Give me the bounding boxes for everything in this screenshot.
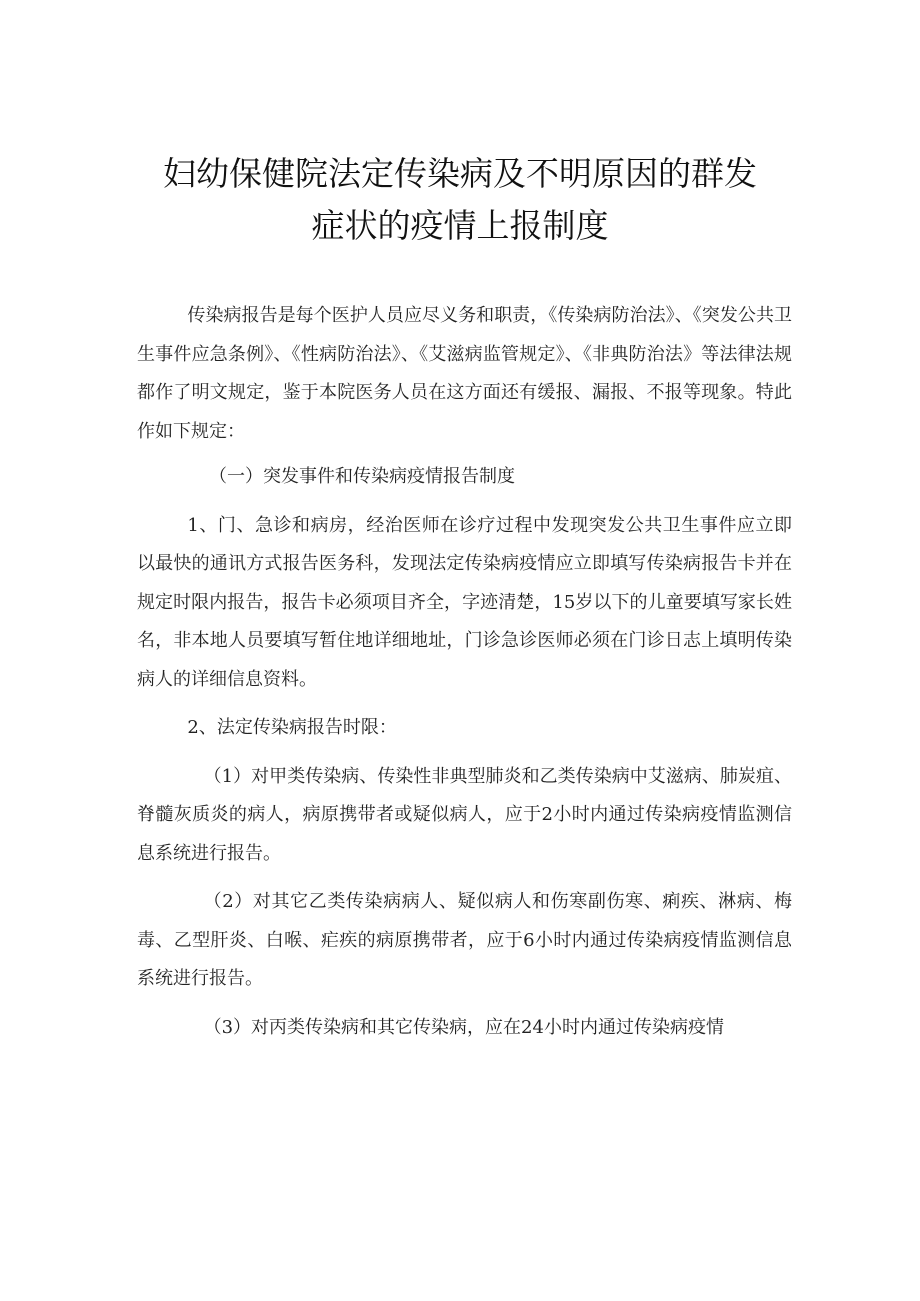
intro-paragraph: 传染病报告是每个医护人员应尽义务和职责，《传染病防治法》、《突发公共卫生事件应急条例》、《性病防治法》、《艾滋病监管规定》、《非典防治法》等法律法规都作了明文规定，鉴于本院医务人员在这方面还有缓报、漏报、不报等现象。特此作如下规定： [137,305,792,442]
sub-item-1-paragraph: （1）对甲类传染病、传染性非典型肺炎和乙类传染病中艾滋病、肺炭疽、脊髓灰质炎的病人，病原携带者或疑似病人，应于2小时内通过传染病疫情监测信息系统进行报告。 [137,765,792,864]
section-heading: （一）突发事件和传染病疫情报告制度 [209,466,515,487]
document-body [137,297,792,1047]
document-title [100,148,820,252]
item-2-paragraph: 2、法定传染病报告时限： [187,717,397,738]
item-1-paragraph: 1、门、急诊和病房，经治医师在诊疗过程中发现突发公共卫生事件应立即以最快的通讯方式报告医务科，发现法定传染病疫情应立即填写传染病报告卡并在规定时限内报告，报告卡必须项目齐全，字迹清楚，15岁以下的儿童要填写家长姓名，非本地人员要填写暂住地详细地址，门诊急诊医师必须在门诊日志上填明传染病人的详细信息资料。 [137,514,792,690]
sub-item-2-paragraph: （2）对其它乙类传染病病人、疑似病人和伤寒副伤寒、痢疾、淋病、梅毒、乙型肝炎、白喉、疟疾的病原携带者，应于6小时内通过传染病疫情监测信息系统进行报告。 [137,891,792,989]
title-line-1: 妇幼保健院法定传染病及不明原因的群发 [163,154,757,193]
sub-item-3-paragraph: （3）对丙类传染病和其它传染病，应在24小时内通过传染病疫情 [203,1016,724,1038]
title-line-2: 症状的疫情上报制度 [311,206,609,245]
